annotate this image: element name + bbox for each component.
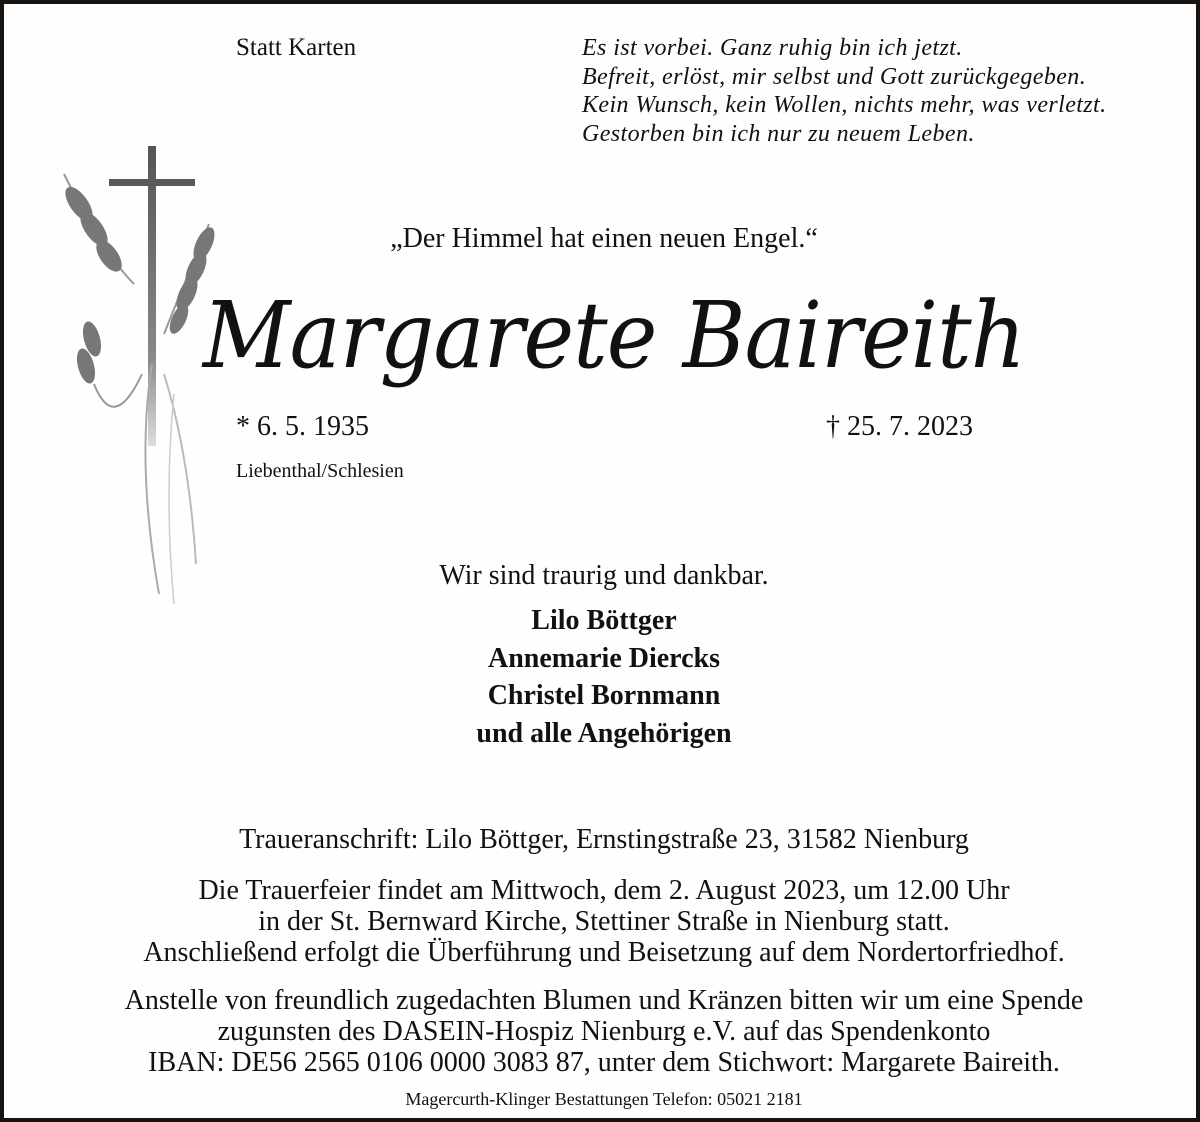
funeral-home-footer: Magercurth-Klinger Bestattungen Telefon: 05021 2181 xyxy=(405,1089,803,1109)
birth-date: * 6. 5. 1935 xyxy=(236,411,369,442)
mourner-name: Christel Bornmann xyxy=(487,680,721,711)
poem-line: Kein Wunsch, kein Wollen, nichts mehr, was verletzt. xyxy=(582,92,1107,118)
birthplace: Liebenthal/Schlesien xyxy=(236,460,404,482)
death-date: † 25. 7. 2023 xyxy=(826,411,973,442)
deceased-name: Margarete Baireith xyxy=(203,282,1025,389)
quote: „Der Himmel hat einen neuen Engel.“ xyxy=(390,223,818,254)
name-wrap xyxy=(4,282,1200,389)
mourner-name: und alle Angehörigen xyxy=(476,717,732,749)
funeral-info xyxy=(4,875,1200,968)
statt-karten-label: Statt Karten xyxy=(236,34,357,61)
donation-info xyxy=(4,985,1200,1078)
donation-info-line: IBAN: DE56 2565 0106 0000 3083 87, unter dem Stichwort: Margarete Baireith. xyxy=(148,1047,1060,1078)
mourner-name: Annemarie Diercks xyxy=(488,642,720,674)
poem-line: Gestorben bin ich nur zu neuem Leben. xyxy=(582,120,975,147)
poem-line: Es ist vorbei. Ganz ruhig bin ich jetzt. xyxy=(582,35,963,61)
funeral-info-line: Anschließend erfolgt die Überführung und Beisetzung auf dem Nordertorfriedhof. xyxy=(143,937,1065,968)
funeral-info-line: in der St. Bernward Kirche, Stettiner Straße in Nienburg statt. xyxy=(258,906,950,937)
donation-info-line: Anstelle von freundlich zugedachten Blumen und Kränzen bitten wir um eine Spende xyxy=(124,985,1084,1016)
sad-line: Wir sind traurig und dankbar. xyxy=(439,560,769,591)
poem xyxy=(582,34,1107,148)
mourner-name: Lilo Böttger xyxy=(531,605,677,636)
funeral-info-line: Die Trauerfeier findet am Mittwoch, dem 2. August 2023, um 12.00 Uhr xyxy=(198,875,1010,906)
quote-wrap xyxy=(4,223,1200,255)
poem-line: Befreit, erlöst, mir selbst und Gott zurückgegeben. xyxy=(582,63,1087,90)
mourning-address: Traueranschrift: Lilo Böttger, Ernstingstraße 23, 31582 Nienburg xyxy=(239,824,969,855)
donation-info-line: zugunsten des DASEIN-Hospiz Nienburg e.V. auf das Spendenkonto xyxy=(217,1016,991,1047)
sad-line-wrap xyxy=(4,560,1200,592)
mourners-list xyxy=(4,602,1200,752)
